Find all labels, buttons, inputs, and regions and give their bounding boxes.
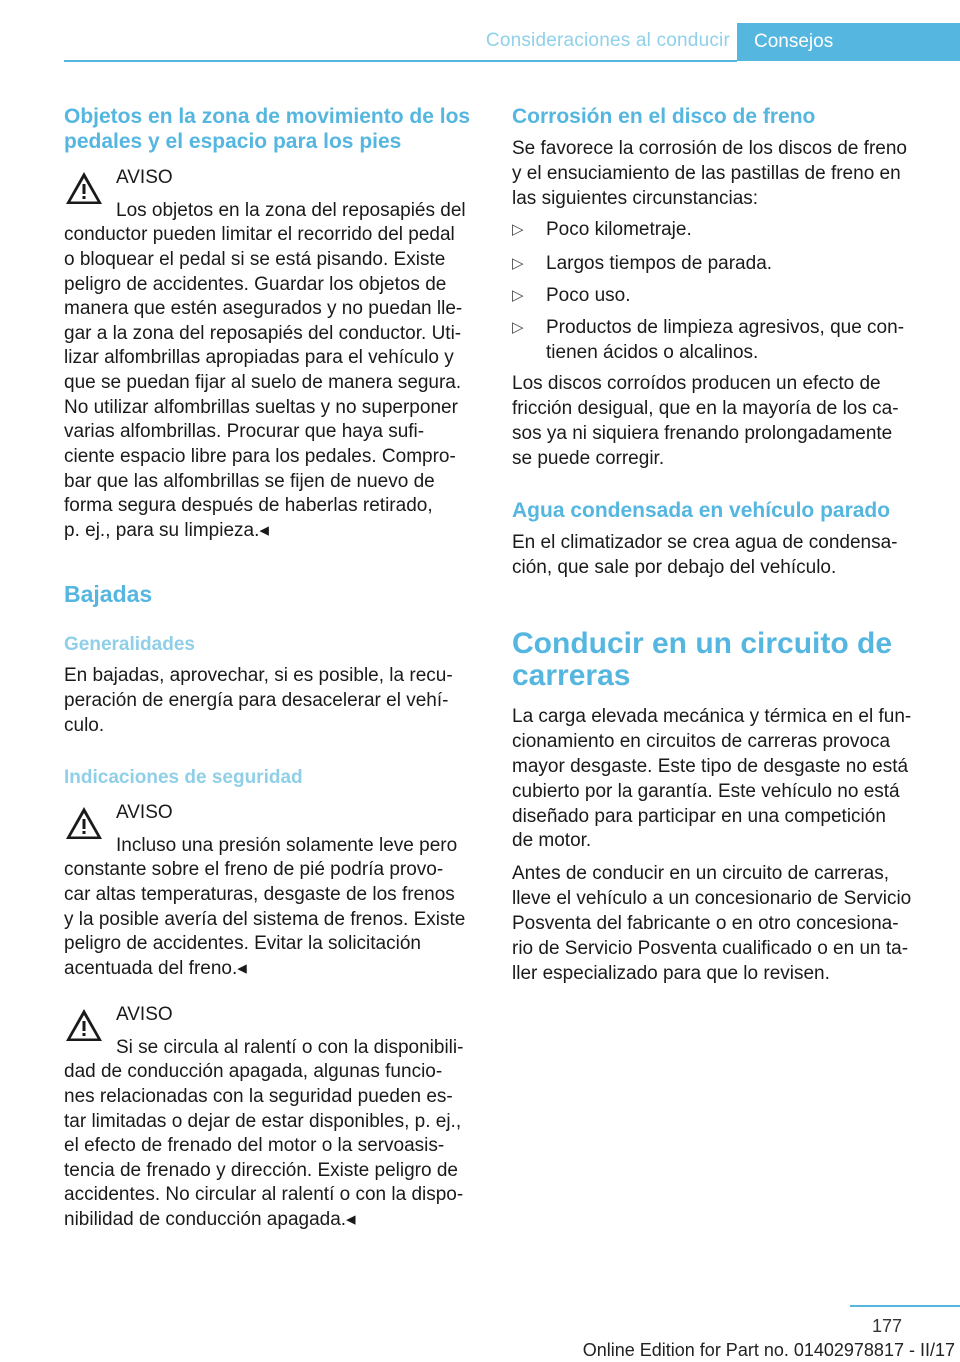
circuito-heading-line: carreras xyxy=(512,659,631,692)
generalidades-heading: Generalidades xyxy=(64,634,195,655)
paragraph-line: En el climatizador se crea agua de condensa- xyxy=(512,532,898,553)
warning-triangle-icon xyxy=(64,805,104,841)
paragraph-line: Posventa del fabricante o en otro concesiona- xyxy=(512,913,899,934)
paragraph-line: las siguientes circunstancias: xyxy=(512,188,759,209)
seguridad-heading: Indicaciones de seguridad xyxy=(64,767,303,788)
bullet-triangle-icon: ▷ xyxy=(512,255,524,272)
seguridad-heading-block xyxy=(64,766,480,790)
warning-line: tar limitadas o dejar de estar disponibles, p. ej., xyxy=(64,1111,462,1132)
warning-triangle-icon xyxy=(64,170,104,206)
paragraph-line: de motor. xyxy=(512,830,592,851)
warning-line: forma segura después de haberlas retirado, xyxy=(64,495,433,516)
list-item-text: Poco uso. xyxy=(546,285,631,306)
warning-line: acentuada del freno.◂ xyxy=(64,958,247,979)
warning-line: ciente espacio libre para los pedales. Compro- xyxy=(64,446,456,467)
paragraph-line: sos ya ni siquiera frenando prolongadamente xyxy=(512,423,893,444)
list-item-text: Poco kilometraje. xyxy=(546,219,692,240)
warning-label: AVISO xyxy=(116,167,173,188)
condensada-heading: Agua condensada en vehículo parado xyxy=(512,499,891,522)
warning-line: tencia de frenado y dirección. Existe peligro de xyxy=(64,1160,458,1181)
warning-line: nibilidad de conducción apagada.◂ xyxy=(64,1209,356,1230)
header-section-title: Consideraciones al conducir xyxy=(485,30,730,51)
header-chapter-tab xyxy=(737,23,960,61)
paragraph-line: culo. xyxy=(64,715,105,736)
warning-line: lizar alfombrillas apropiadas para el vehículo y xyxy=(64,347,454,368)
paragraph-line: lleve el vehículo a un concesionario de Servicio xyxy=(512,888,912,909)
warning-line: y la posible avería del sistema de frenos. Existe xyxy=(64,909,466,930)
list-item-text: tienen ácidos o alcalinos. xyxy=(546,342,759,363)
paragraph-line: fricción desigual, que en la mayoría de los ca- xyxy=(512,398,899,419)
paragraph-line: mayor desgaste. Este tipo de desgaste no está xyxy=(512,756,909,777)
bullet-triangle-icon: ▷ xyxy=(512,319,524,336)
header-chapter-label: Consejos xyxy=(754,31,834,52)
warning-label: AVISO xyxy=(116,802,173,823)
list-item-text: Largos tiempos de parada. xyxy=(546,253,773,274)
bullet-triangle-icon: ▷ xyxy=(512,221,524,238)
warning-line: Si se circula al ralentí o con la disponibili- xyxy=(116,1037,464,1058)
warning-line: No utilizar alfombrillas sueltas y no superponer xyxy=(64,397,458,418)
bajadas-heading-block xyxy=(64,580,480,608)
warning-line: constante sobre el freno de pié podría provo- xyxy=(64,859,444,880)
warning-line: varias alfombrillas. Procurar que haya sufi- xyxy=(64,421,425,442)
warning-line: Incluso una presión solamente leve pero xyxy=(116,835,458,856)
generalidades-heading-block xyxy=(64,633,480,657)
paragraph-line: ción, que sale por debajo del vehículo. xyxy=(512,557,837,578)
footer-rule xyxy=(850,1305,960,1307)
paragraph-line: peración de energía para desacelerar el vehí- xyxy=(64,690,449,711)
warning-line: Los objetos en la zona del reposapiés del xyxy=(116,200,466,221)
paragraph-line: diseñado para participar en una competición xyxy=(512,806,886,827)
corrosion-heading-block xyxy=(512,104,928,129)
paragraph-line: Los discos corroídos producen un efecto de xyxy=(512,373,881,394)
warning-line: que se puedan fijar al suelo de manera segura. xyxy=(64,372,462,393)
edition-footer: Online Edition for Part no. 01402978817 - II/17 xyxy=(582,1340,955,1360)
paragraph-line: Se favorece la corrosión de los discos de freno xyxy=(512,138,907,159)
circuito-heading-line: Conducir en un circuito de xyxy=(512,627,893,660)
corrosion-heading: Corrosión en el disco de freno xyxy=(512,105,816,128)
list-item-text: Productos de limpieza agresivos, que con- xyxy=(546,317,905,338)
warning-line: bar que las alfombrillas se fijen de nuevo de xyxy=(64,471,435,492)
paragraph-line: En bajadas, aprovechar, si es posible, la recu- xyxy=(64,665,453,686)
warning-line: conductor pueden limitar el recorrido del pedal xyxy=(64,224,455,245)
header-rule xyxy=(64,60,737,62)
warning-label: AVISO xyxy=(116,1004,173,1025)
condensada-heading-block xyxy=(512,498,928,523)
paragraph-line: cubierto por la garantía. Este vehículo no está xyxy=(512,781,900,802)
paragraph-line: ller especializado para que lo revisen. xyxy=(512,963,830,984)
warning-line: peligro de accidentes. Guardar los objetos de xyxy=(64,274,447,295)
warning-line: accidentes. No circular al ralentí o con la dispo- xyxy=(64,1184,464,1205)
warning-line: car altas temperaturas, desgaste de los frenos xyxy=(64,884,455,905)
warning-line: gar a la zona del reposapiés del conductor. Uti- xyxy=(64,323,462,344)
warning-triangle-icon xyxy=(64,1007,104,1043)
paragraph-line: La carga elevada mecánica y térmica en el fun- xyxy=(512,706,912,727)
warning-line: nes relacionadas con la seguridad pueden es- xyxy=(64,1086,453,1107)
bajadas-heading: Bajadas xyxy=(64,581,153,607)
paragraph-line: se puede corregir. xyxy=(512,448,665,469)
pedals-heading-block xyxy=(64,104,480,154)
bullet-triangle-icon: ▷ xyxy=(512,287,524,304)
warning-line: peligro de accidentes. Evitar la solicitación xyxy=(64,933,421,954)
paragraph-line: rio de Servicio Posventa cualificado o en un ta- xyxy=(512,938,909,959)
warning-line: manera que estén asegurados y no puedan lle- xyxy=(64,298,463,319)
paragraph-line: y el ensuciamiento de las pastillas de freno en xyxy=(512,163,901,184)
page-number: 177 xyxy=(871,1316,902,1336)
pedals-heading: Objetos en la zona de movimiento de los pedales y el espacio para los pies xyxy=(64,105,471,153)
warning-line: p. ej., para su limpieza.◂ xyxy=(64,520,269,541)
paragraph-line: cionamiento en circuitos de carreras provoca xyxy=(512,731,891,752)
warning-line: dad de conducción apagada, algunas funcio- xyxy=(64,1061,443,1082)
warning-line: el efecto de frenado del motor o la servoasis- xyxy=(64,1135,445,1156)
paragraph-line: Antes de conducir en un circuito de carreras, xyxy=(512,863,890,884)
warning-line: o bloquear el pedal si se está pisando. Existe xyxy=(64,249,446,270)
